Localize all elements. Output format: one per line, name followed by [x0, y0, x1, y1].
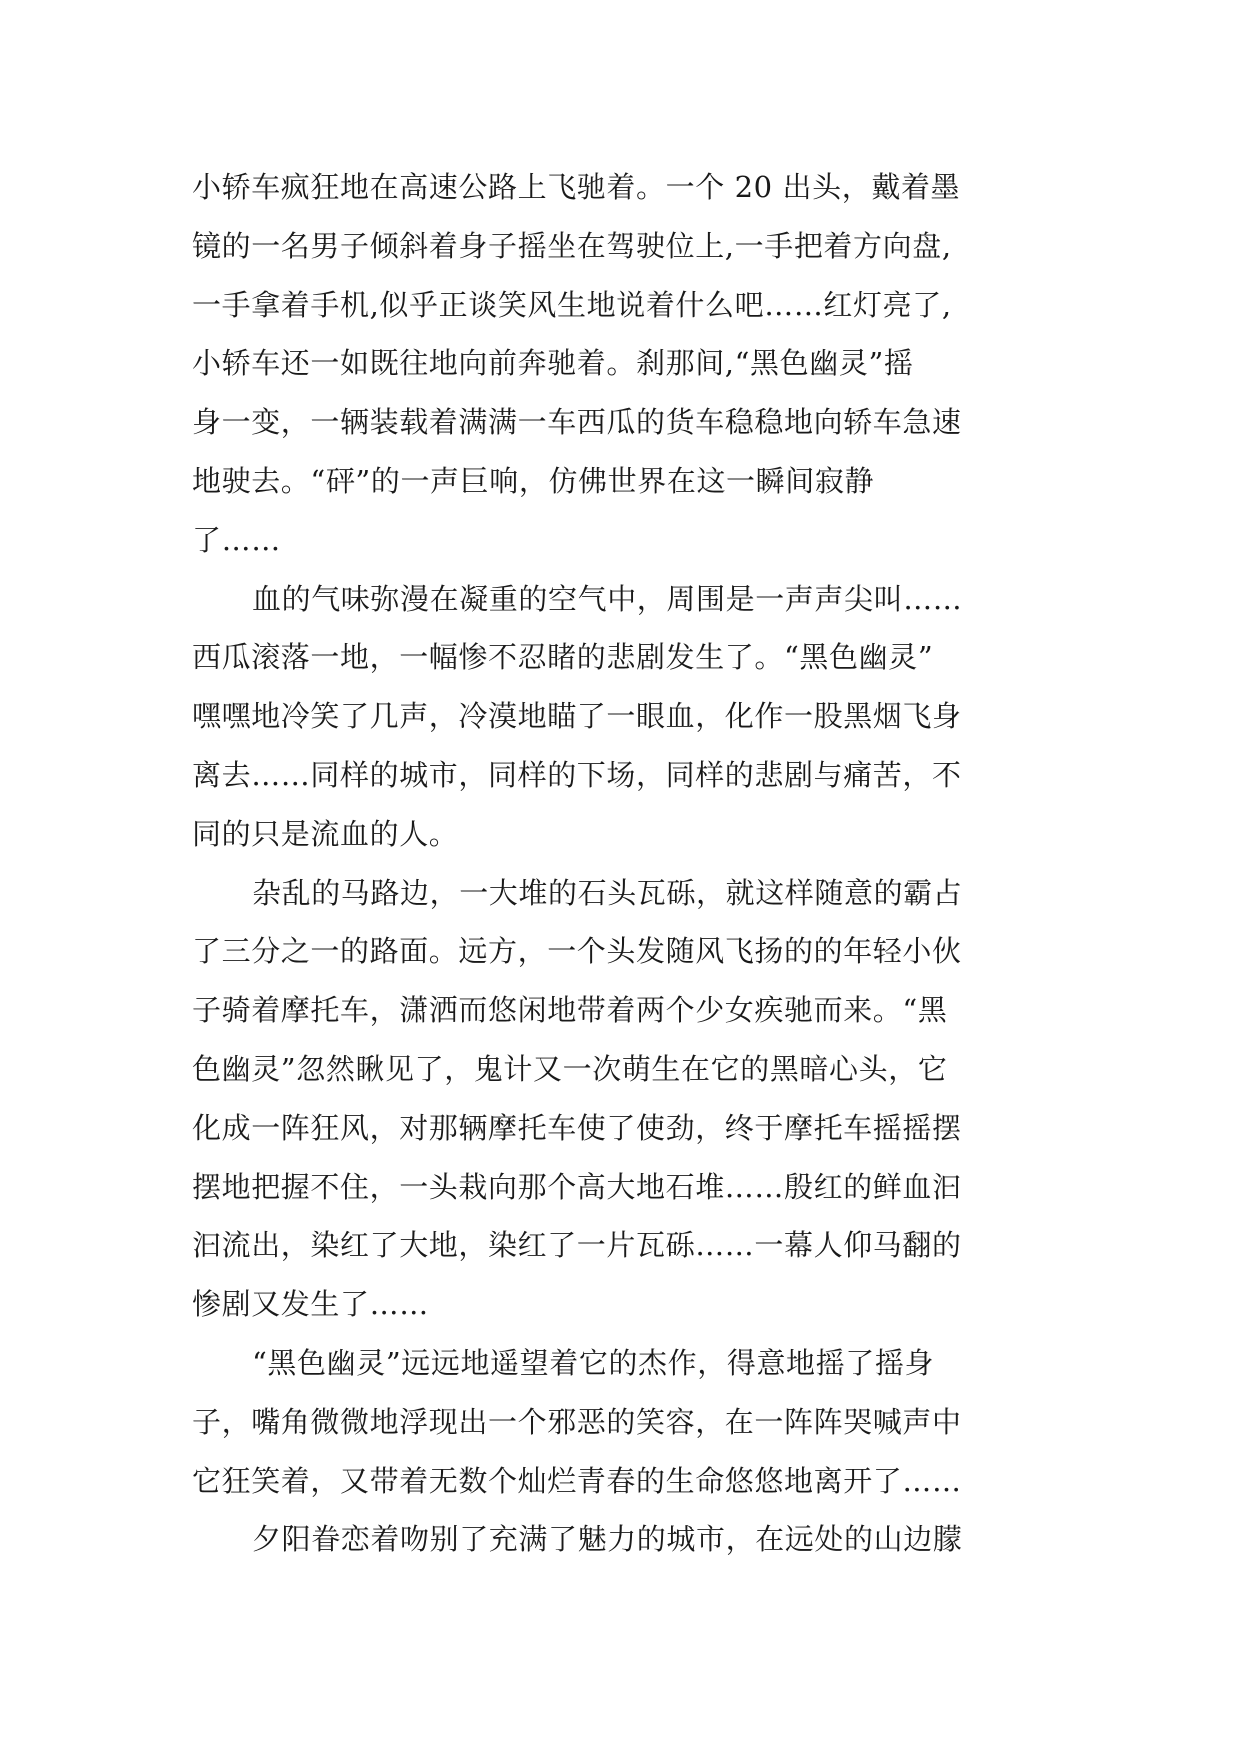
paragraph-first-line: 血的气味弥漫在凝重的空气中，周围是一声声尖叫……: [252, 581, 963, 616]
paragraph-first-line: “黑色幽灵”远远地遥望着它的杰作，得意地摇了摇身: [252, 1345, 935, 1380]
text-line: 化成一阵狂风，对那辆摩托车使了使劲，终于摩托车摇摇摆: [192, 1110, 962, 1145]
text-line: 镜的一名男子倾斜着身子摇坐在驾驶位上,一手把着方向盘,: [192, 228, 952, 263]
document-body: [192, 158, 1092, 1569]
text-line: 西瓜滚落一地，一幅惨不忍睹的悲剧发生了。“黑色幽灵”: [192, 640, 934, 675]
text-line: 色幽灵”忽然瞅见了，鬼计又一次萌生在它的黑暗心头，它: [192, 1051, 948, 1086]
text-line: 身一变，一辆装载着满满一车西瓜的货车稳稳地向轿车急速: [192, 405, 962, 440]
paragraph-first-line: 夕阳眷恋着吻别了充满了魅力的城市，在远处的山边朦: [252, 1522, 963, 1557]
text-line: 嘿嘿地冷笑了几声，冷漠地瞄了一眼血，化作一股黑烟飞身: [192, 699, 962, 734]
text-line: 一手拿着手机,似乎正谈笑风生地说着什么吧……红灯亮了,: [192, 287, 952, 322]
text-line: 同的只是流血的人。: [192, 816, 459, 851]
text-line: 小轿车疯狂地在高速公路上飞驰着。一个 20 出头，戴着墨: [192, 170, 961, 204]
text-line: 它狂笑着，又带着无数个灿烂青春的生命悠悠地离开了……: [192, 1463, 962, 1498]
text-line: 离去……同样的城市，同样的下场，同样的悲剧与痛苦，不: [192, 757, 962, 792]
paragraph-first-line: 杂乱的马路边，一大堆的石头瓦砾，就这样随意的霸占: [252, 875, 963, 910]
text-line: 摆地把握不住，一头栽向那个高大地石堆……殷红的鲜血汩: [192, 1169, 962, 1204]
text-line: 惨剧又发生了……: [192, 1287, 429, 1322]
text-line: 汩流出，染红了大地，染红了一片瓦砾……一幕人仰马翻的: [192, 1228, 962, 1263]
text-line: 了……: [192, 522, 281, 557]
text-line: 了三分之一的路面。远方，一个头发随风飞扬的的年轻小伙: [192, 934, 962, 969]
text-line: 地驶去。“砰”的一声巨响，仿佛世界在这一瞬间寂静: [192, 463, 875, 498]
text-line: 子骑着摩托车，潇洒而悠闲地带着两个少女疾驰而来。“黑: [192, 993, 948, 1028]
text-line: 小轿车还一如既往地向前奔驰着。刹那间,“黑色幽灵”摇: [192, 346, 914, 381]
text-line: 子，嘴角微微地浮现出一个邪恶的笑容，在一阵阵哭喊声中: [192, 1404, 962, 1439]
